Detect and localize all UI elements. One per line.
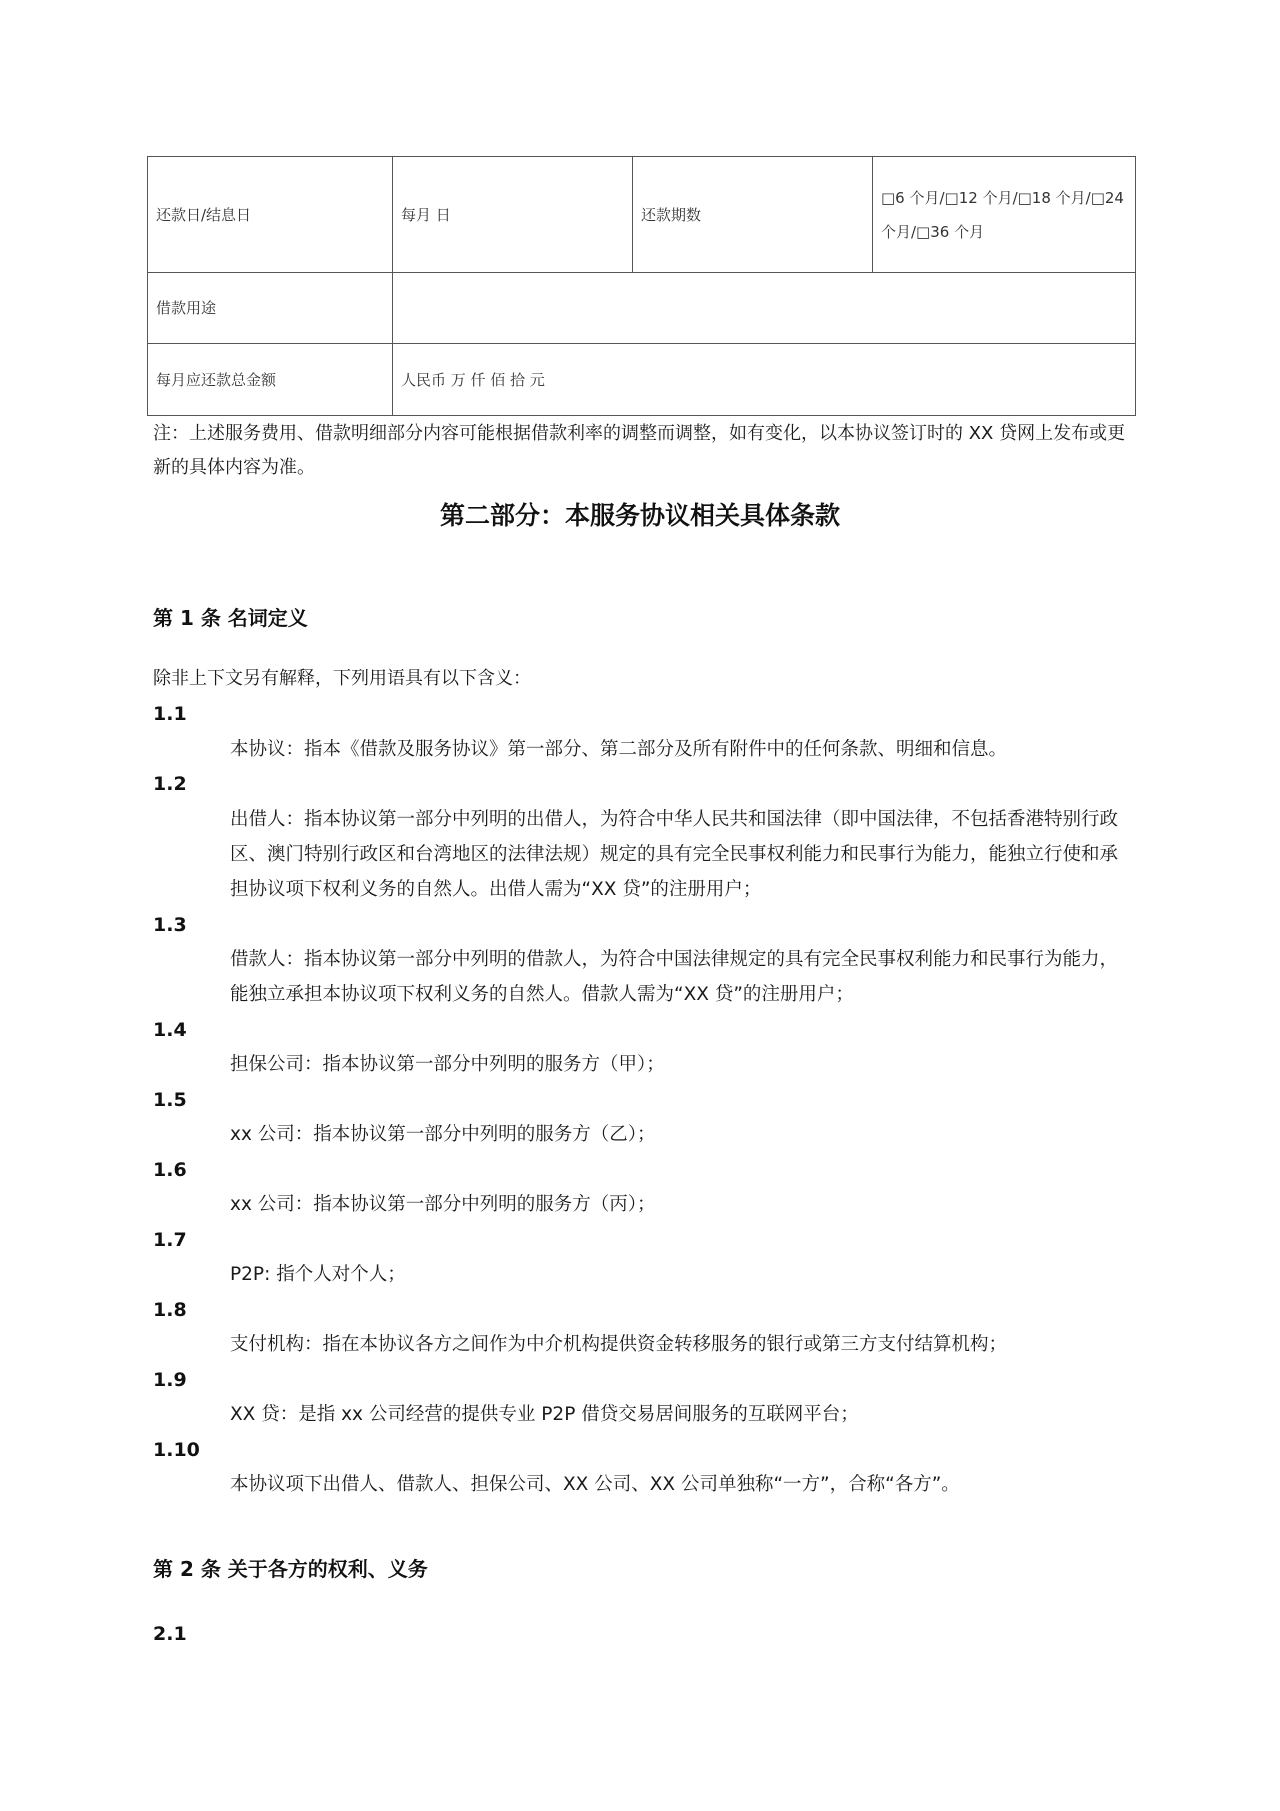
table-row xyxy=(148,273,1136,344)
clause-text: XX 贷：是指 xx 公司经营的提供专业 P2P 借贷交易居间服务的互联网平台； xyxy=(230,1404,859,1425)
clause-text: P2P: 指个人对个人； xyxy=(230,1264,406,1285)
repayment-periods-label: 还款期数 xyxy=(633,157,873,273)
loan-summary-table xyxy=(147,156,1136,416)
part-title: 第二部分：本服务协议相关具体条款 xyxy=(439,501,840,530)
clause-number: 1.1 xyxy=(153,703,187,725)
loan-purpose-value xyxy=(393,273,1136,344)
article-1-intro: 除非上下文另有解释，下列用语具有以下含义： xyxy=(153,668,531,689)
clause-text: xx 公司：指本协议第一部分中列明的服务方（丙）； xyxy=(230,1194,656,1215)
clause-number: 1.5 xyxy=(153,1089,187,1111)
clause-number: 1.8 xyxy=(153,1299,187,1321)
table-note: 注：上述服务费用、借款明细部分内容可能根据借款利率的调整而调整，如有变化，以本协议签订时的 XX 贷网上发布或更新的具体内容为准。 xyxy=(153,423,1126,478)
clause-number: 1.10 xyxy=(153,1439,200,1461)
repayment-periods-value: □6 个月/□12 个月/□18 个月/□24 个月/□36 个月 xyxy=(873,157,1136,273)
clause-number: 2.1 xyxy=(153,1623,187,1645)
clause-number: 1.6 xyxy=(153,1159,187,1181)
clause-number: 1.2 xyxy=(153,773,187,795)
clause-number: 1.3 xyxy=(153,914,187,936)
clause-text: xx 公司：指本协议第一部分中列明的服务方（乙）； xyxy=(230,1124,656,1145)
clause-text: 借款人：指本协议第一部分中列明的借款人，为符合中国法律规定的具有完全民事权利能力和民事行为能力，能独立承担本协议项下权利义务的自然人。借款人需为“XX 贷”的注册用户； xyxy=(230,949,1119,1005)
table-row xyxy=(148,157,1136,273)
clause-text: 支付机构：指在本协议各方之间作为中介机构提供资金转移服务的银行或第三方支付结算机构； xyxy=(230,1334,1008,1355)
clause-text: 担保公司：指本协议第一部分中列明的服务方（甲）； xyxy=(230,1054,665,1075)
monthly-total-value: 人民币 万 仟 佰 拾 元 xyxy=(393,344,1136,416)
table-row xyxy=(148,344,1136,416)
monthly-total-label: 每月应还款总金额 xyxy=(148,344,393,416)
clause-text: 本协议：指本《借款及服务协议》第一部分、第二部分及所有附件中的任何条款、明细和信息。 xyxy=(230,739,1008,760)
clause-number: 1.9 xyxy=(153,1369,187,1391)
clause-number: 1.7 xyxy=(153,1229,187,1251)
repayment-date-label: 还款日/结息日 xyxy=(148,157,393,273)
loan-purpose-label: 借款用途 xyxy=(148,273,393,344)
clause-text: 本协议项下出借人、借款人、担保公司、XX 公司、XX 公司单独称“一方”，合称“各方”。 xyxy=(230,1474,960,1495)
article-2-title: 第 2 条 关于各方的权利、义务 xyxy=(153,1557,428,1581)
clause-number: 1.4 xyxy=(153,1019,187,1041)
clause-text: 出借人：指本协议第一部分中列明的出借人，为符合中华人民共和国法律（即中国法律，不包括香港特别行政区、澳门特别行政区和台湾地区的法律法规）规定的具有完全民事权利能力和民事行为能力，能独立行使和承担协议项下权利义务的自然人。出借人需为“XX 贷”的注册用户； xyxy=(230,809,1119,900)
repayment-date-value: 每月 日 xyxy=(393,157,633,273)
article-1-title: 第 1 条 名词定义 xyxy=(153,606,308,630)
